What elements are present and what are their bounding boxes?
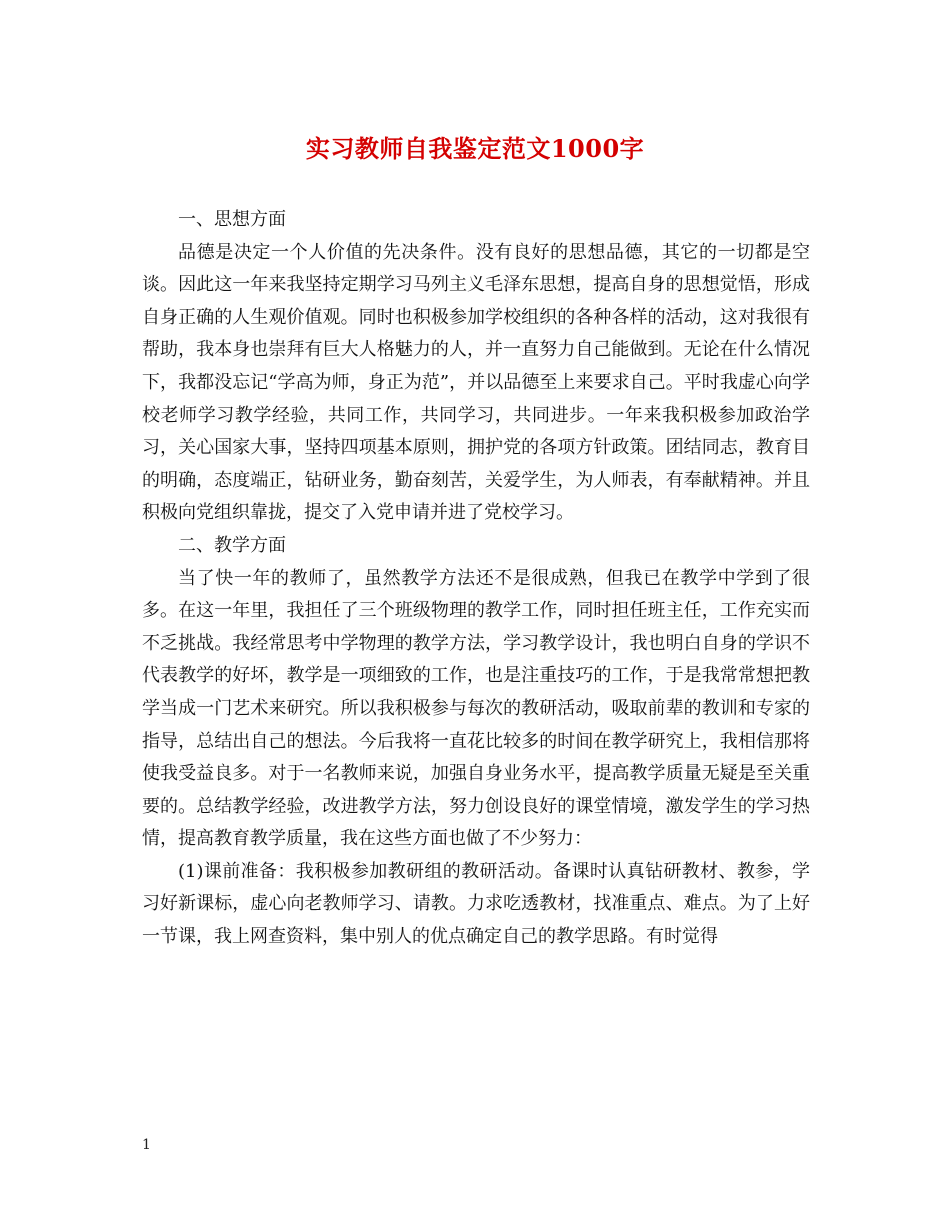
document-body xyxy=(142,204,810,954)
page-number: 1 xyxy=(142,1137,151,1153)
paragraph-teaching: 当了快一年的教师了，虽然教学方法还不是很成熟，但我已在教学中学到了很多。在这一年里，我担任了三个班级物理的教学工作，同时担任班主任，工作充实而不乏挑战。我经常思考中学物理的教学方法，学习教学设计，我也明白自身的学识不代表教学的好坏，教学是一项细致的工作，也是注重技巧的工作，于是我常常想把教学当成一门艺术来研究。所以我积极参与每次的教研活动，吸取前辈的教训和专家的指导，总结出自己的想法。今后我将一直花比较多的时间在教学研究上，我相信那将使我受益良多。对于一名教师来说，加强自身业务水平，提高教学质量无疑是至关重要的。总结教学经验，改进教学方法，努力创设良好的课堂情境，激发学生的学习热情，提高教育教学质量，我在这些方面也做了不少努力： xyxy=(142,567,810,850)
section-heading-thought: 一、思想方面 xyxy=(178,209,286,230)
paragraph-lesson-preparation: (1)课前准备：我积极参加教研组的教研活动。备课时认真钻研教材、教参，学习好新课标，虚心向老教师学习、请教。力求吃透教材，找准重点、难点。为了上好一节课，我上网查资料，集中别人的优点确定自己的教学思路。有时觉得 xyxy=(142,860,810,948)
paragraph-thought: 品德是决定一个人价值的先决条件。没有良好的思想品德，其它的一切都是空谈。因此这一年来我坚持定期学习马列主义毛泽东思想，提高自身的思想觉悟，形成自身正确的人生观价值观。同时也积极参加学校组织的各种各样的活动，这对我很有帮助，我本身也崇拜有巨大人格魅力的人，并一直努力自己能做到。无论在什么情况下，我都没忘记“学高为师，身正为范”，并以品德至上来要求自己。平时我虚心向学校老师学习教学经验，共同工作，共同学习，共同进步。一年来我积极参加政治学习，关心国家大事，坚持四项基本原则，拥护党的各项方针政策。团结同志，教育目的明确，态度端正，钻研业务，勤奋刻苦，关爱学生，为人师表，有奉献精神。并且积极向党组织靠拢，提交了入党申请并进了党校学习。 xyxy=(142,241,810,524)
section-heading-teaching: 二、教学方面 xyxy=(178,534,286,556)
document-title: 实习教师自我鉴定范文1000字 xyxy=(305,134,645,163)
